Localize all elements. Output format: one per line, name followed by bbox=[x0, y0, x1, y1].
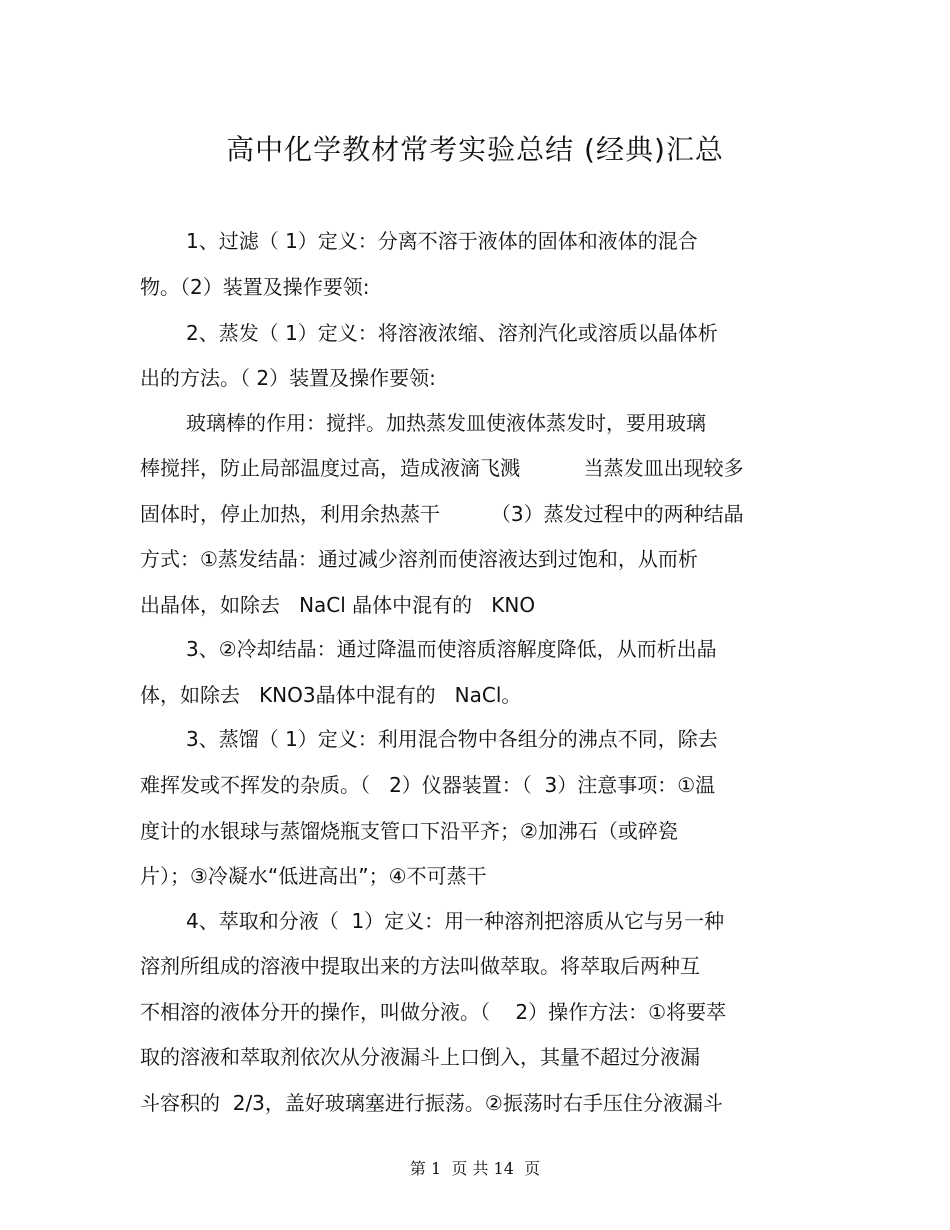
paragraph-line: 片）；③冷凝水“低进高出”；④不可蒸干 bbox=[140, 864, 487, 888]
paragraph-line: 度计的水银球与蒸馏烧瓶支管口下沿平齐；②加沸石（或碎瓷 bbox=[140, 819, 678, 843]
paragraph-line: 不相溶的液体分开的操作，叫做分液。（ 2）操作方法：①将要萃 bbox=[140, 1000, 727, 1024]
paragraph-line: 4、萃取和分液（ 1）定义：用一种溶剂把溶质从它与另一种 bbox=[186, 909, 725, 933]
paragraph-line: 3、蒸馏（ 1）定义：利用混合物中各组分的沸点不同，除去 bbox=[186, 727, 718, 751]
paragraph-line: 3、②冷却结晶：通过降温而使溶质溶解度降低，从而析出晶 bbox=[186, 637, 717, 661]
document-title: 高中化学教材常考实验总结 (经典)汇总 bbox=[226, 133, 724, 166]
paragraph-line: 玻璃棒的作用：搅拌。加热蒸发皿使液体蒸发时，要用玻璃 bbox=[186, 411, 706, 435]
paragraph-line: 1、过滤（ 1）定义：分离不溶于液体的固体和液体的混合 bbox=[186, 229, 698, 253]
paragraph-line: 物。（2）装置及操作要领: bbox=[140, 275, 370, 299]
paragraph-line: 固体时，停止加热，利用余热蒸干 （3）蒸发过程中的两种结晶 bbox=[140, 502, 744, 526]
paragraph-line: 出的方法。（ 2）装置及操作要领: bbox=[140, 366, 436, 390]
paragraph-line: 溶剂所组成的溶液中提取出来的方法叫做萃取。将萃取后两种互 bbox=[140, 954, 700, 978]
paragraph-line: 斗容积的 2/3，盖好玻璃塞进行振荡。②振荡时右手压住分液漏斗 bbox=[140, 1091, 723, 1115]
paragraph-line: 取的溶液和萃取剂依次从分液漏斗上口倒入，其量不超过分液漏 bbox=[140, 1045, 700, 1069]
paragraph-line: 2、蒸发（ 1）定义：将溶液浓缩、溶剂汽化或溶质以晶体析 bbox=[186, 321, 718, 345]
paragraph-line: 方式：①蒸发结晶：通过减少溶剂而使溶液达到过饱和，从而析 bbox=[140, 547, 698, 571]
paragraph-line: 棒搅拌，防止局部温度过高，造成液滴飞溅 当蒸发皿出现较多 bbox=[140, 456, 744, 480]
paragraph-line: 难挥发或不挥发的杂质。（ 2）仪器装置：（ 3）注意事项：①温 bbox=[140, 773, 716, 797]
page-number-footer: 第 1 页 共 14 页 bbox=[409, 1159, 541, 1178]
paragraph-line: 出晶体，如除去 NaCl 晶体中混有的 KNO bbox=[140, 593, 536, 617]
paragraph-line: 体，如除去 KNO3晶体中混有的 NaCl。 bbox=[140, 683, 522, 707]
